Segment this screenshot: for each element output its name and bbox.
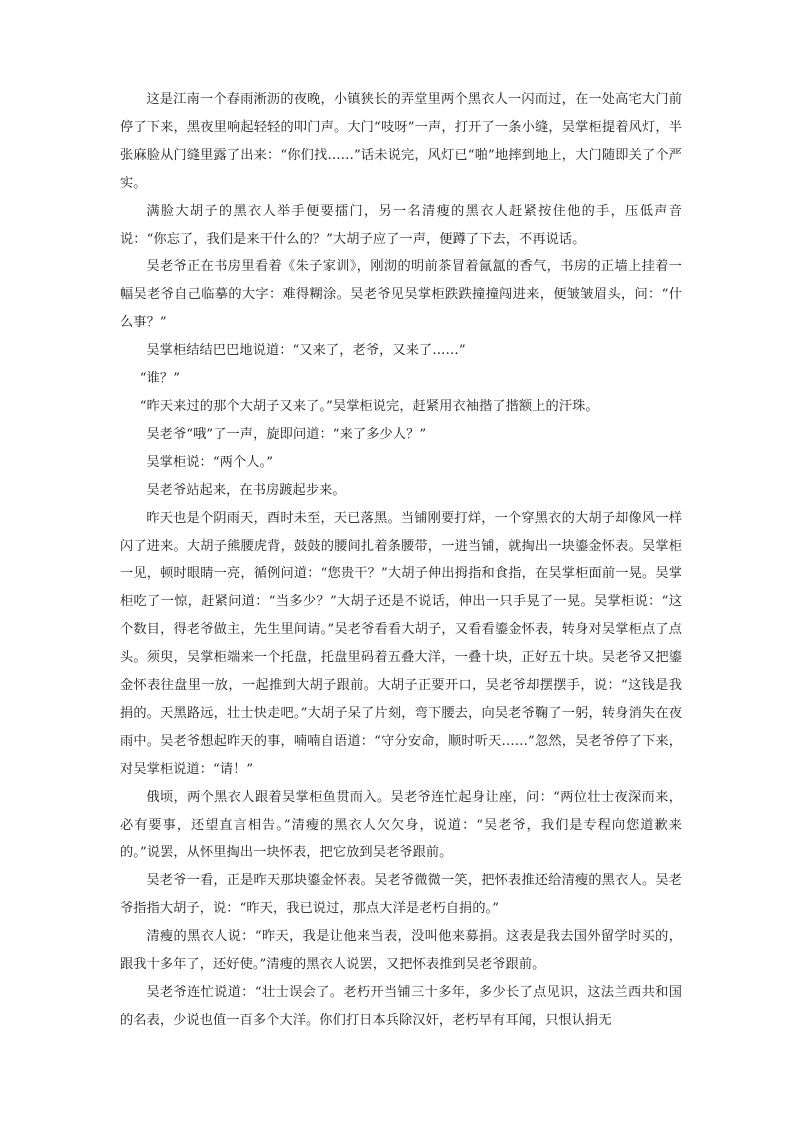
- paragraph-6: “昨天来过的那个大胡子又来了。”吴掌柜说完，赶紧用衣袖揩了揩额上的汗珠。: [139, 398, 599, 414]
- paragraph-10: 昨天也是个阴雨天，酉时未至，天已落黑。当铺刚要打烊，一个穿黑衣的大胡子却像风一样闪了进来。大胡子熊腰虎背，鼓鼓的腰间扎着条腰带，一进当铺，就掏出一块鎏金怀表。吴掌柜一见，顿时眼睛一亮，循例问道：“您贵干？”大胡子伸出拇指和食指，在吴掌柜面前一晃。吴掌柜吃了一惊，赶紧问道：“当多少？”大胡子还是不说话，伸出一只手晃了一晃。吴掌柜说：“这个数目，得老爷做主，先生里间请。”吴老爷看看大胡子，又看看鎏金怀表，转身对吴掌柜点了点头。须臾，吴掌柜端来一个托盘，托盘里码着五叠大洋，一叠十块，正好五十块。吴老爷又把鎏金怀表往盘里一放，一起推到大胡子跟前。大胡子正要开口，吴老爷却摆摆手，说：“这钱是我捐的。天黑路远，壮士快走吧。”大胡子呆了片刻，弯下腰去，向吴老爷鞠了一躬，转身消失在夜雨中。吴老爷想起昨天的事，喃喃自语道：“守分安命，顺时听天……”忽然，吴老爷停了下来，对吴掌柜说道：“请！”: [120, 510, 682, 777]
- paragraph-4: 吴掌柜结结巴巴地说道：“又来了，老爷，又来了……”: [146, 343, 466, 359]
- paragraph-12: 吴老爷一看，正是昨天那块鎏金怀表。吴老爷微微一笑，把怀表推还给清瘦的黑衣人。吴老爷指指大胡子，说：“昨天，我已说过，那点大洋是老朽自捐的。”: [120, 873, 682, 917]
- paragraph-9: 吴老爷站起来，在书房踱起步来。: [146, 482, 346, 498]
- paragraph-11: 俄顷，两个黑衣人跟着吴掌柜鱼贯而入。吴老爷连忙起身让座，问：“两位壮士夜深而来，必有要事，还望直言相告。”清瘦的黑衣人欠欠身，说道：“吴老爷，我们是专程向您道歉来的。”说罢，从怀里掏出一块怀表，把它放到吴老爷跟前。: [120, 789, 682, 861]
- paragraph-2: 满脸大胡子的黑衣人举手便要擂门，另一名清瘦的黑衣人赶紧按住他的手，压低声音说：“你忘了，我们是来干什么的？”大胡子应了一声，便蹲了下去，不再说话。: [120, 203, 682, 247]
- paragraph-7: 吴老爷“哦”了一声，旋即问道：“来了多少人？”: [146, 426, 427, 442]
- document-page: [120, 86, 682, 1035]
- paragraph-13: 清瘦的黑衣人说：“昨天，我是让他来当表，没叫他来募捐。这表是我去国外留学时买的，跟我十多年了，还好使。”清瘦的黑衣人说罢，又把怀表推到吴老爷跟前。: [120, 929, 682, 973]
- paragraph-8: 吴掌柜说：“两个人。”: [146, 454, 274, 470]
- paragraph-14: 吴老爷连忙说道：“壮士误会了。老朽开当铺三十多年，多少长了点见识，这法兰西共和国的名表，少说也值一百多个大洋。你们打日本兵除汉奸，老朽早有耳闻，只恨认捐无: [120, 985, 682, 1028]
- paragraph-1: 这是江南一个春雨淅沥的夜晚，小镇狭长的弄堂里两个黑衣人一闪而过，在一处高宅大门前停了下来，黑夜里响起轻轻的叩门声。大门“吱呀”一声，打开了一条小缝，吴掌柜提着风灯，半张麻脸从门缝里露了出来：“你们找……”话未说完，风灯已“啪”地摔到地上，大门随即关了个严实。: [120, 92, 682, 191]
- paragraph-5: “谁？”: [139, 371, 181, 387]
- paragraph-3: 吴老爷正在书房里看着《朱子家训》，刚沏的明前茶冒着氤氲的香气，书房的正墙上挂着一幅吴老爷自己临摹的大字：难得糊涂。吴老爷见吴掌柜跌跌撞撞闯进来，便皱皱眉头，问：“什么事？”: [120, 259, 682, 331]
